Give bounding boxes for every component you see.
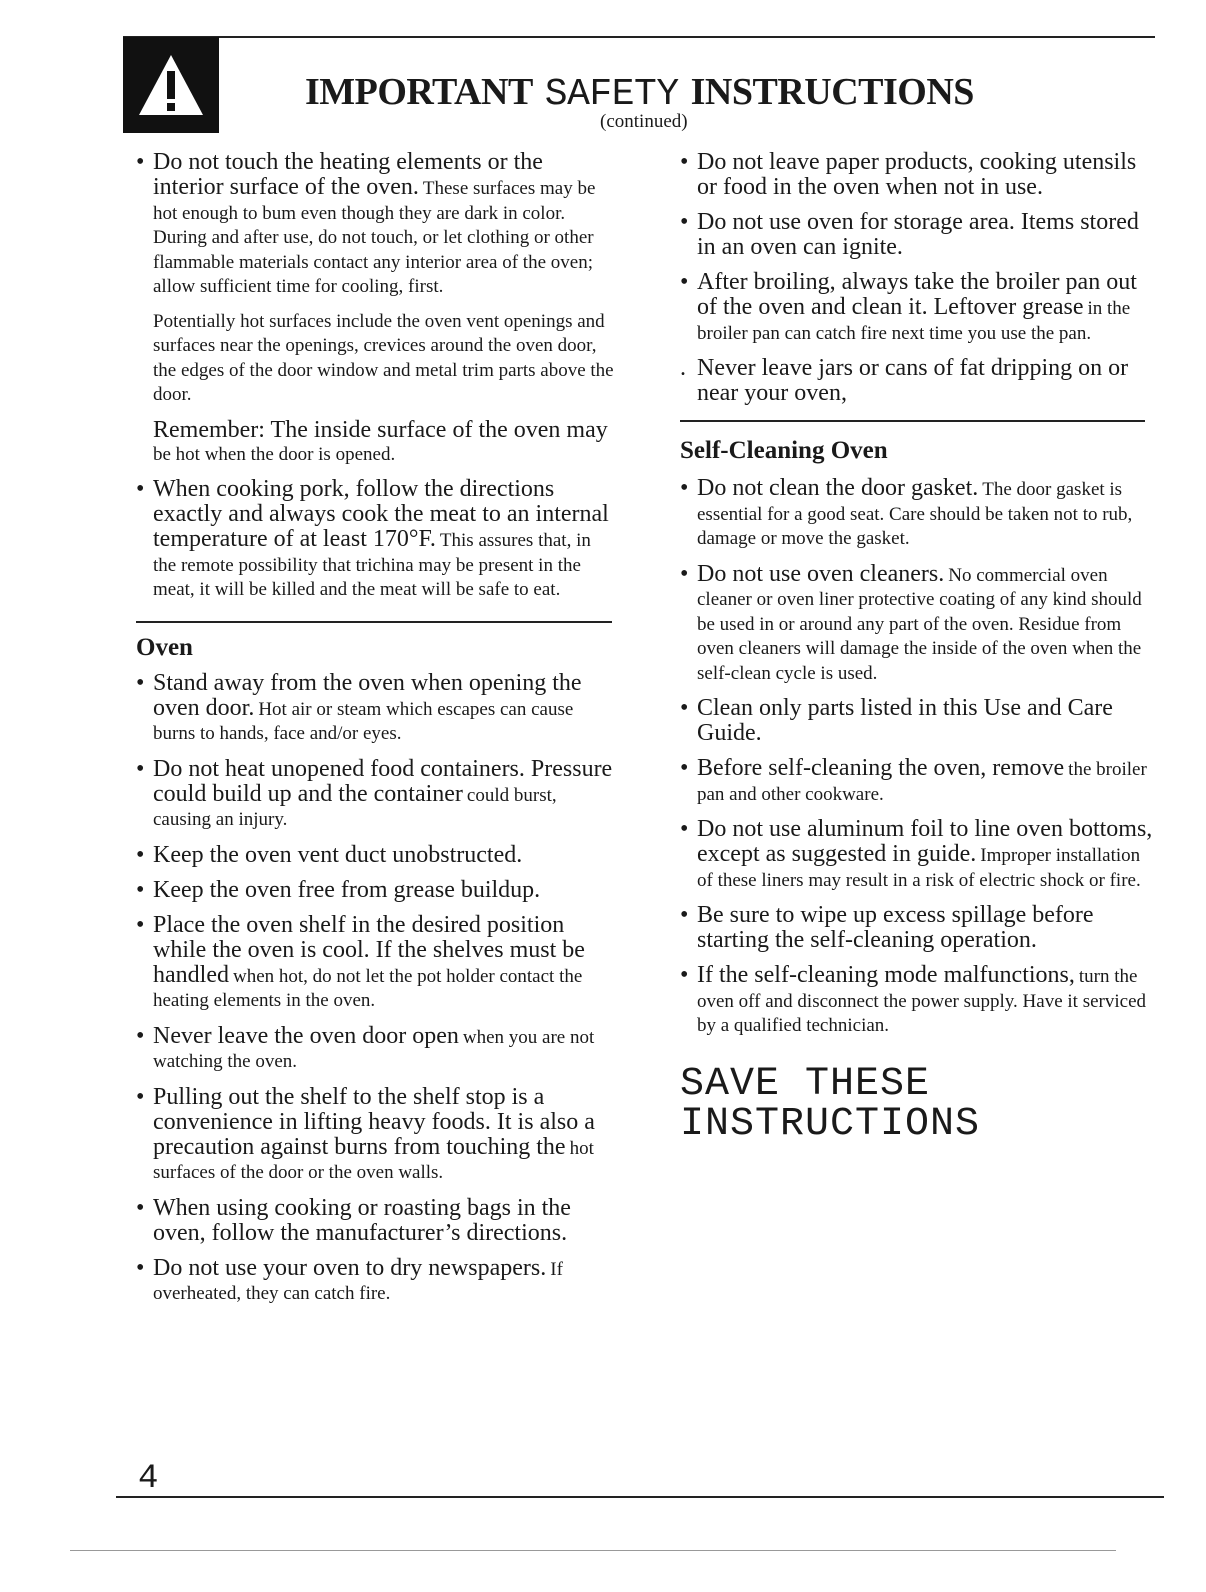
bottom-rule bbox=[116, 1496, 1164, 1498]
list-item bbox=[680, 696, 1155, 746]
item-lead: Do not clean the door gasket. bbox=[697, 475, 979, 501]
list-item bbox=[680, 963, 1155, 1039]
item-lead: Keep the oven vent duct unobstructed. bbox=[153, 841, 523, 868]
section-divider bbox=[680, 420, 1145, 422]
bullet: • bbox=[136, 1083, 145, 1110]
item-lead: If the self-cleaning mode malfunctions, bbox=[697, 962, 1075, 988]
item-lead: Do not use your oven to dry newspapers. bbox=[153, 1254, 547, 1281]
list-item bbox=[680, 756, 1155, 807]
bullet: • bbox=[136, 755, 145, 782]
bullet: • bbox=[680, 962, 689, 988]
save-line-1: SAVE THESE bbox=[680, 1061, 931, 1107]
bullet: • bbox=[680, 816, 689, 842]
list-item bbox=[680, 150, 1155, 200]
list-item bbox=[136, 477, 616, 603]
list-item bbox=[136, 1085, 616, 1186]
left-column bbox=[136, 150, 616, 1317]
bullet: • bbox=[680, 755, 689, 781]
list-item bbox=[680, 356, 1155, 406]
hot-surfaces-paragraph: Potentially hot surfaces include the oven vent openings and surfaces near the openings, crevices around the oven door, the edges of the door window and metal trim parts above the door. bbox=[153, 310, 614, 405]
item-lead: Do not touch the heating elements or the interior surface of the oven. bbox=[153, 149, 543, 200]
bullet: • bbox=[136, 149, 145, 175]
item-detail: hot surfaces of the door or the oven walls. bbox=[153, 1137, 594, 1183]
item-detail: the broiler pan and other cookware. bbox=[697, 759, 1147, 805]
item-lead: Before self-cleaning the oven, remove bbox=[697, 755, 1065, 781]
title-important: IMPORTANT bbox=[305, 71, 533, 113]
page-title bbox=[305, 70, 974, 117]
list-item bbox=[136, 671, 616, 747]
remember-paragraph bbox=[136, 418, 616, 468]
bullet: • bbox=[136, 669, 145, 696]
bullet: • bbox=[680, 475, 689, 501]
item-lead: Pulling out the shelf to the shelf stop is a convenience in lifting heavy foods. It is also a precaution against burns from touching the bbox=[153, 1083, 595, 1160]
item-lead: Be sure to wipe up excess spillage before starting the self-cleaning operation. bbox=[697, 902, 1094, 953]
list-item bbox=[136, 757, 616, 833]
list-item bbox=[136, 1256, 616, 1307]
item-lead: Stand away from the oven when opening the oven door. bbox=[153, 669, 582, 721]
item-detail: could burst, causing an injury. bbox=[153, 784, 557, 830]
bullet: • bbox=[136, 841, 145, 868]
item-lead: When using cooking or roasting bags in the oven, follow the manufacturer’s directions. bbox=[153, 1194, 571, 1246]
oven-heading: Oven bbox=[136, 633, 193, 661]
section-divider bbox=[136, 621, 612, 623]
list-item bbox=[136, 1024, 616, 1075]
item-detail: The door gasket is essential for a good seat. Care should be taken not to rub, damage or move the gasket. bbox=[697, 479, 1133, 549]
bullet: • bbox=[680, 149, 689, 175]
right-column bbox=[680, 150, 1155, 1145]
item-lead: Never leave jars or cans of fat dripping on or near your oven, bbox=[697, 355, 1129, 406]
item-detail: Improper installation of these liners may result in a risk of electric shock or fire. bbox=[697, 845, 1141, 891]
item-lead: When cooking pork, follow the directions exactly and always cook the meat to an internal temperature of at least 170°F. bbox=[153, 476, 609, 552]
item-detail: when hot, do not let the pot holder contact the heating elements in the oven. bbox=[153, 965, 583, 1011]
bullet: • bbox=[136, 1194, 145, 1221]
remember-detail: be hot when the door is opened. bbox=[153, 443, 396, 465]
item-detail: If overheated, they can catch fire. bbox=[153, 1258, 563, 1304]
item-detail: turn the oven off and disconnect the power supply. Have it serviced by a qualified technician. bbox=[697, 966, 1147, 1036]
item-detail: These surfaces may be hot enough to bum even though they are dark in color. During and after use, do not touch, or let clothing or other flammable materials contact any interior area of the oven; allow sufficient time for cooling, first. bbox=[153, 178, 596, 297]
title-instructions: INSTRUCTIONS bbox=[690, 71, 974, 113]
bullet: • bbox=[136, 911, 145, 938]
bullet: • bbox=[136, 1254, 145, 1281]
item-detail: Hot air or steam which escapes can cause burns to hands, face and/or eyes. bbox=[153, 698, 574, 744]
page-number: 4 bbox=[138, 1460, 159, 1498]
item-detail: when you are not watching the oven. bbox=[153, 1026, 595, 1072]
item-lead: Keep the oven free from grease buildup. bbox=[153, 876, 541, 903]
list-item bbox=[680, 476, 1155, 552]
bullet: • bbox=[680, 209, 689, 235]
list-item bbox=[136, 913, 616, 1014]
list-item bbox=[136, 843, 616, 868]
item-lead: Do not leave paper products, cooking utensils or food in the oven when not in use. bbox=[697, 149, 1137, 200]
item-lead: Do not use oven for storage area. Items stored in an oven can ignite. bbox=[697, 209, 1139, 260]
item-lead: Never leave the oven door open bbox=[153, 1022, 459, 1049]
list-item bbox=[680, 903, 1155, 953]
page-edge-rule bbox=[70, 1550, 1116, 1551]
bullet: • bbox=[136, 476, 145, 502]
list-item bbox=[136, 1196, 616, 1246]
title-safety: SAFETY bbox=[544, 73, 679, 116]
bullet: . bbox=[680, 355, 686, 381]
item-detail: This assures that, in the remote possibility that trichina may be present in the meat, it will be killed and the meat will be safe to eat. bbox=[153, 530, 591, 600]
list-item bbox=[680, 817, 1155, 893]
save-instructions-heading bbox=[680, 1061, 1155, 1147]
bullet: • bbox=[136, 876, 145, 903]
item-lead: Do not heat unopened food containers. Pressure could build up and the container bbox=[153, 755, 613, 807]
warning-icon bbox=[123, 37, 219, 133]
list-item bbox=[680, 270, 1155, 346]
list-item bbox=[136, 150, 616, 300]
item-lead: Place the oven shelf in the desired position while the oven is cool. If the shelves must be handled bbox=[153, 911, 585, 988]
list-item bbox=[680, 210, 1155, 260]
list-item bbox=[680, 562, 1155, 687]
bullet: • bbox=[680, 269, 689, 295]
bullet: • bbox=[680, 902, 689, 928]
item-detail: No commercial oven cleaner or oven liner protective coating of any kind should be used in or around any part of the oven. Residue from oven cleaners will damage the inside of the oven when the self-clean cycle is used. bbox=[697, 564, 1142, 684]
item-lead: Do not use oven cleaners. bbox=[697, 560, 945, 587]
list-item bbox=[136, 878, 616, 903]
item-lead: After broiling, always take the broiler pan out of the oven and clean it. Leftover grease bbox=[697, 269, 1137, 320]
save-line-2: INSTRUCTIONS bbox=[680, 1101, 981, 1147]
item-lead: Clean only parts listed in this Use and Care Guide. bbox=[697, 695, 1113, 746]
top-rule bbox=[123, 36, 1155, 38]
item-lead: Do not use aluminum foil to line oven bottoms, except as suggested in guide. bbox=[697, 816, 1153, 867]
remember-lead: Remember: The inside surface of the oven may bbox=[153, 416, 608, 443]
self-cleaning-heading: Self-Cleaning Oven bbox=[680, 437, 888, 464]
bullet: • bbox=[136, 1022, 145, 1049]
bullet: • bbox=[680, 695, 689, 721]
subtitle: (continued) bbox=[600, 111, 688, 132]
item-detail: in the broiler pan can catch fire next time you use the pan. bbox=[697, 298, 1131, 344]
bullet: • bbox=[680, 560, 689, 587]
